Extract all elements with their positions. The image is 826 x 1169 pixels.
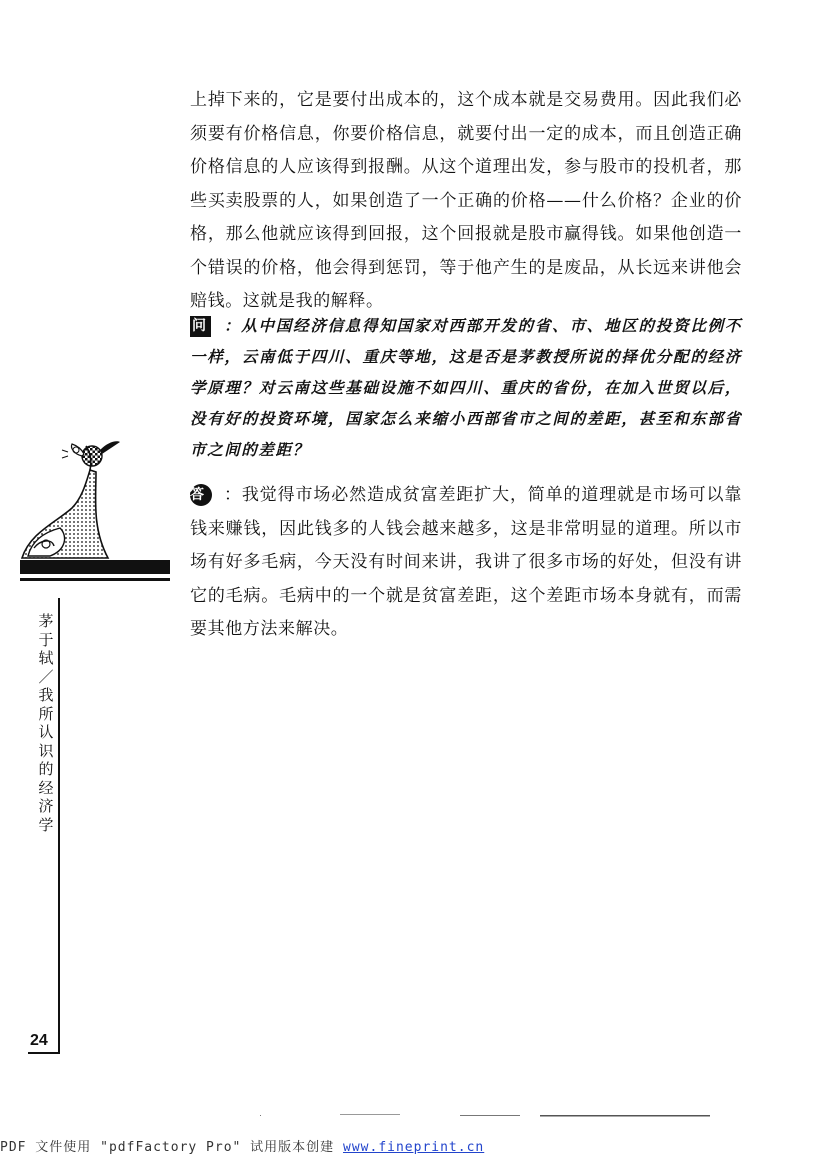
scan-artifact-lines [260,1112,720,1118]
decorative-ornament-icon [20,428,170,598]
answer-paragraph [190,479,742,647]
footer-prefix: PDF 文件使用 "pdfFactory Pro" 试用版本创建 [0,1140,344,1155]
question-text: ：从中国经济信息得知国家对西部开发的省、市、地区的投资比例不一样，云南低于四川、重庆等地，这是否是茅教授所说的择优分配的经济学原理？对云南这些基础设施不如四川、重庆的省份，在加入世贸以后，没有好的投资环境，国家怎么来缩小西部省市之间的差距，甚至和东部省市之间的差距？ [190,316,742,459]
side-rule-divider [58,598,60,1054]
pdf-footer [0,1136,484,1155]
answer-text: ：我觉得市场必然造成贫富差距扩大，简单的道理就是市场可以靠钱来赚钱，因此钱多的人钱会越来越多，这是非常明显的道理。所以市场有好多毛病，今天没有时间来讲，我讲了很多市场的好处，但没有讲它的毛病。毛病中的一个就是贫富差距，这个差距市场本身就有，而需要其他方法来解决。 [190,485,742,639]
page-number-underline [28,1052,58,1054]
question-mark-icon: 问 [190,316,211,337]
footer-link[interactable]: www.fineprint.cn [343,1140,485,1155]
answer-mark-icon: 答 [190,484,212,506]
body-paragraph: 上掉下来的，它是要付出成本的，这个成本就是交易费用。因此我们必须要有价格信息，你要价格信息，就要付出一定的成本，而且创造正确价格信息的人应该得到报酬。从这个道理出发，参与股市的投机者，那些买卖股票的人，如果创造了一个正确的价格——什么价格？企业的价格，那么他就应该得到回报，这个回报就是股市赢得钱。如果他创造一个错误的价格，他会得到惩罚，等于他产生的是废品，从长远来讲他会赔钱。这就是我的解释。 [190,90,742,311]
page-number: 24 [30,1032,48,1049]
question-paragraph [190,310,742,465]
book-title-vertical: 茅于轼／我所认识的经济学 [38,612,54,834]
